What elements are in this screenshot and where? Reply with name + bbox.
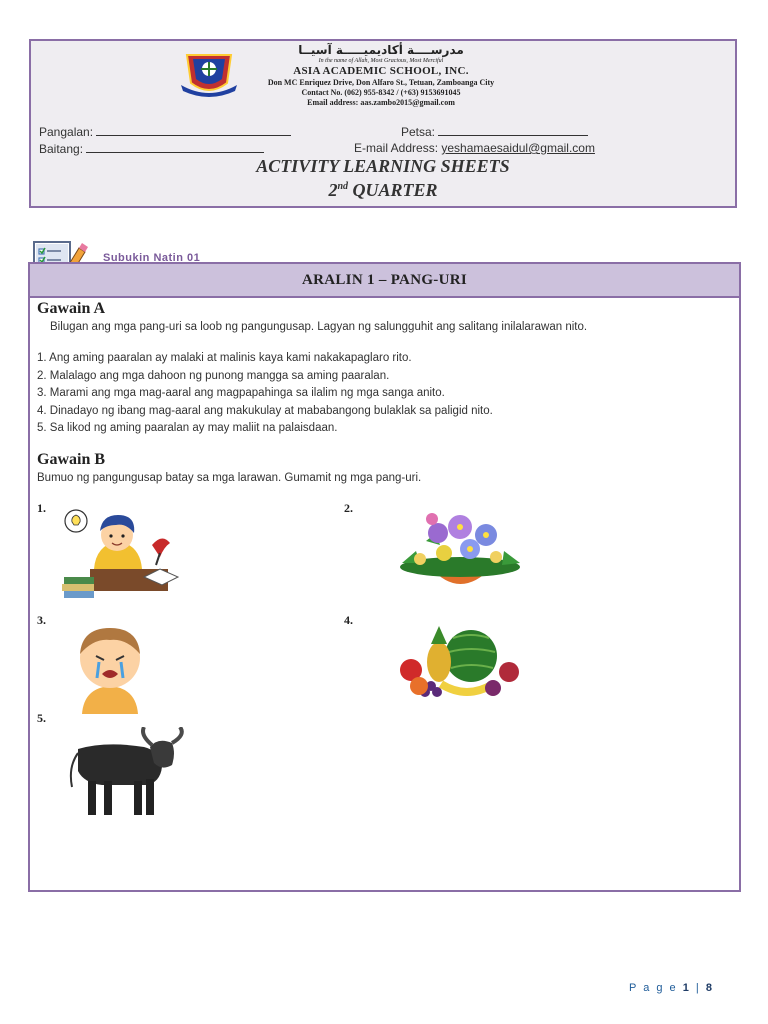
grade-label: Baitang: [39,142,84,156]
subukin-label: Subukin Natin 01 [103,252,201,264]
picture-number-5: 5. [37,711,46,725]
lesson-title: ARALIN 1 – PANG-URI [30,264,739,298]
list-item: 1. Ang aming paaralan ay malaki at malinis kaya kami nakakapaglaro rito. [37,352,412,364]
email-label: E-mail Address: [354,141,439,155]
sheet-title: ACTIVITY LEARNING SHEETS [256,156,510,176]
picture-number-3: 3. [37,613,46,627]
school-address: Don MC Enriquez Drive, Don Alfaro St., Tetuan, Zamboanga City [267,78,495,87]
date-field [401,124,588,139]
school-email: Email address: aas.zambo2015@gmail.com [307,98,455,107]
grade-blank[interactable] [86,141,264,153]
page-number [629,982,714,994]
gawain-a-title: Gawain A [37,300,106,317]
page-label: P a g e [629,982,678,994]
gawain-a-items [37,350,493,438]
page-current: 1 [682,982,691,994]
school-contact: Contact No. (062) 955-8342 / (+63) 9153691045 [301,88,461,97]
list-item: 4. Dinadayo ng ibang mag-aaral ang makukulay at mababangong bulaklak sa paligid nito. [37,404,493,417]
gawain-b-instruction: Bumuo ng pangungusap batay sa mga larawan. Gumamit ng mga pang-uri. [37,472,422,484]
activity-box [28,262,741,892]
crying-boy-picture [72,624,147,714]
quarter-suffix: nd [337,181,349,192]
school-name: ASIA ACADEMIC SCHOOL, INC. [293,65,469,77]
name-label: Pangalan: [39,125,94,139]
school-logo [179,49,239,99]
list-item: 5. Sa likod ng aming paaralan ay may maliit na palaisdaan. [37,422,338,434]
studying-boy-picture [60,507,190,602]
name-blank[interactable] [96,124,291,136]
flower-basket-picture [396,511,526,596]
list-item: 2. Malalago ang mga dahoon ng punong mangga sa aming paaralan. [37,369,390,382]
email-value: yeshamaesaidul@gmail.com [441,141,595,155]
name-field [39,124,291,139]
grade-field [39,141,264,156]
picture-number-2: 2. [344,501,353,515]
carabao-picture [62,727,187,822]
school-info [231,43,531,108]
page-separator: | [695,982,701,994]
list-item: 3. Marami ang mga mag-aaral ang magpapahinga sa ilalim ng mga sanga anito. [37,387,445,399]
gawain-a-instruction: Bilugan ang mga pang-uri sa loob ng pangungusap. Lagyan ng salungguhit ang salitang inilalarawan nito. [50,321,588,333]
school-header [29,39,737,208]
date-label: Petsa: [401,125,436,139]
picture-number-4: 4. [344,613,353,627]
page-total: 8 [705,982,714,994]
gawain-b-title: Gawain B [37,451,106,468]
email-field [354,141,595,155]
school-tagline: In the name of Allah, Most Gracious, Most Merciful [318,58,444,64]
quarter-word: QUARTER [352,180,438,200]
fruits-picture [397,624,522,702]
quarter-title [31,180,735,201]
quarter-number: 2 [328,180,338,200]
school-arabic-name: مدرســــة أكاديميـــــة آسيــا [298,43,464,57]
picture-number-1: 1. [37,501,46,515]
date-blank[interactable] [438,124,588,136]
